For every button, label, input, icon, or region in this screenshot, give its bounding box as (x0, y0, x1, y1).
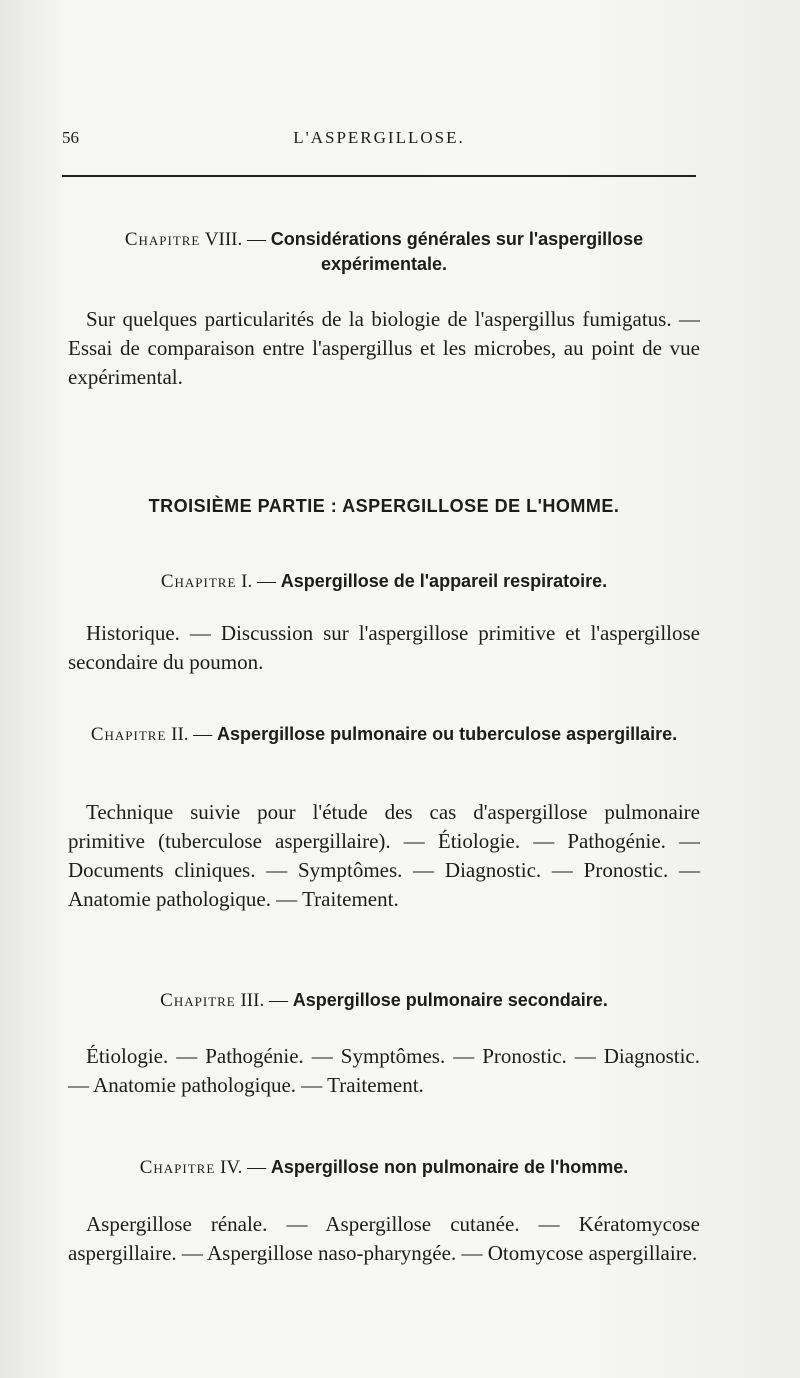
chapter-title: Aspergillose pulmonaire ou tuberculose aspergillaire. (217, 724, 678, 744)
chapter-iv-heading (68, 1155, 700, 1180)
page-number: 56 (62, 128, 79, 147)
chapter-title: Aspergillose pulmonaire secondaire. (292, 990, 608, 1010)
header-rule (62, 175, 696, 177)
chapter-i-heading (68, 569, 700, 594)
part-three-title: TROISIÈME PARTIE : ASPERGILLOSE DE L'HOMME. (148, 496, 620, 516)
chapter-label: Chapitre (160, 571, 237, 592)
chapter-number: IV. — (220, 1157, 267, 1178)
chapter-title: Considérations générales sur l'aspergillose expérimentale. (270, 229, 644, 274)
chapter-number: II. — (171, 724, 213, 745)
chapter-i-summary: Historique. — Discussion sur l'aspergillose primitive et l'aspergillose secondaire du poumon. (68, 621, 700, 674)
chapter-title: Aspergillose non pulmonaire de l'homme. (270, 1157, 629, 1177)
chapter-number: I. — (241, 571, 276, 592)
running-title: L'ASPERGILLOSE. (293, 128, 465, 147)
chapter-iv-summary: Aspergillose rénale. — Aspergillose cutanée. — Kératomycose aspergillaire. — Aspergillose naso-pharyngée. — Otomycose aspergillaire. (68, 1212, 700, 1265)
chapter-viii-summary: Sur quelques particularités de la biologie de l'aspergillus fumigatus. — Essai de comparaison entre l'aspergillus et les microbes, au point de vue expérimental. (68, 307, 700, 389)
chapter-viii-heading (68, 227, 700, 277)
chapter-label: Chapitre (90, 724, 167, 745)
chapter-iii-summary: Étiologie. — Pathogénie. — Symptômes. — Pronostic. — Diagnostic. — Anatomie pathologique. — Traitement. (68, 1044, 700, 1097)
chapter-title: Aspergillose de l'appareil respiratoire. (280, 571, 608, 591)
chapter-label: Chapitre (124, 229, 201, 250)
chapter-ii-summary: Technique suivie pour l'étude des cas d'aspergillose pulmonaire primitive (tuberculose aspergillaire). — Étiologie. — Pathogénie. — Documents cliniques. — Symptômes. — Diagnostic. — Pronostic. — Anatomie pathologique. — Traitement. (68, 800, 700, 911)
chapter-number: VIII. — (204, 229, 266, 250)
chapter-label: Chapitre (160, 990, 236, 1011)
chapter-label: Chapitre (139, 1157, 216, 1178)
chapter-number: III. — (240, 990, 288, 1011)
chapter-ii-heading (68, 722, 700, 747)
chapter-iii-heading (68, 988, 700, 1013)
